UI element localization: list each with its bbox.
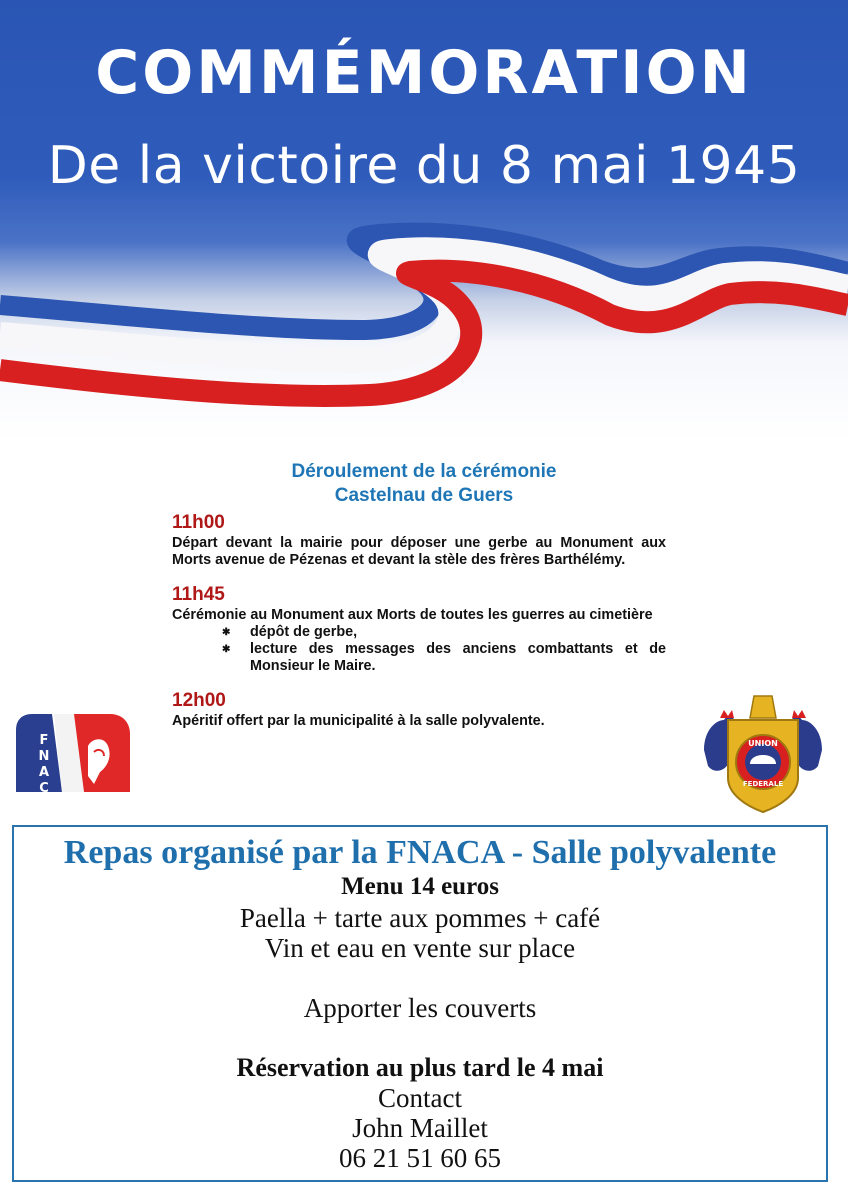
program-schedule (172, 511, 666, 744)
header-banner (0, 0, 848, 440)
logo-text-bottom: FEDERALE (742, 780, 784, 788)
entry-time: 12h00 (172, 690, 226, 711)
meal-title: Repas organisé par la FNACA - Salle polyvalente (63, 834, 777, 871)
contact-name: John Maillet (352, 1113, 488, 1143)
schedule-entry (172, 583, 666, 675)
meal-note: Apporter les couverts (303, 993, 537, 1023)
fnac-logo (14, 712, 132, 794)
entry-time: 11h00 (172, 512, 225, 533)
entry-description: Cérémonie au Monument aux Morts de toutes les guerres au cimetière (172, 607, 653, 623)
program-heading: Déroulement de la cérémonie (291, 461, 557, 482)
contact-phone: 06 21 51 60 65 (339, 1143, 501, 1173)
asterisk-icon: ✱ (222, 644, 231, 655)
meal-info-box (12, 825, 828, 1182)
menu-price: Menu 14 euros (341, 873, 499, 900)
svg-text:C: C (39, 781, 49, 794)
list-item-text: lecture des messages des anciens combattants et de Monsieur le Maire. (250, 641, 666, 674)
menu-drinks: Vin et eau en vente sur place (264, 933, 576, 963)
schedule-entry (172, 511, 666, 569)
menu-dishes: Paella + tarte aux pommes + café (239, 903, 601, 933)
list-item (222, 641, 666, 675)
entry-time: 11h45 (172, 584, 225, 605)
svg-text:N: N (38, 749, 50, 764)
logo-text-top: UNION (748, 739, 778, 748)
svg-text:F: F (39, 733, 49, 748)
program-location: Castelnau de Guers (334, 485, 514, 506)
asterisk-icon: ✱ (222, 627, 231, 638)
banner-title: COMMÉMORATION (95, 38, 753, 108)
entry-description: Départ devant la mairie pour déposer une gerbe au Monument aux Morts avenue de Pézenas et devant la stèle des frères Barthélémy. (172, 535, 666, 568)
entry-item-list (172, 624, 666, 675)
banner-subtitle: De la victoire du 8 mai 1945 (47, 136, 801, 196)
reservation-deadline: Réservation au plus tard le 4 mai (236, 1053, 604, 1082)
entry-description: Apéritif offert par la municipalité à la salle polyvalente. (172, 713, 545, 729)
list-item (222, 624, 666, 641)
contact-label: Contact (378, 1083, 462, 1113)
svg-text:A: A (38, 765, 50, 780)
union-federale-logo (698, 690, 828, 815)
list-item-text: dépôt de gerbe, (250, 624, 358, 640)
schedule-entry (172, 689, 666, 730)
